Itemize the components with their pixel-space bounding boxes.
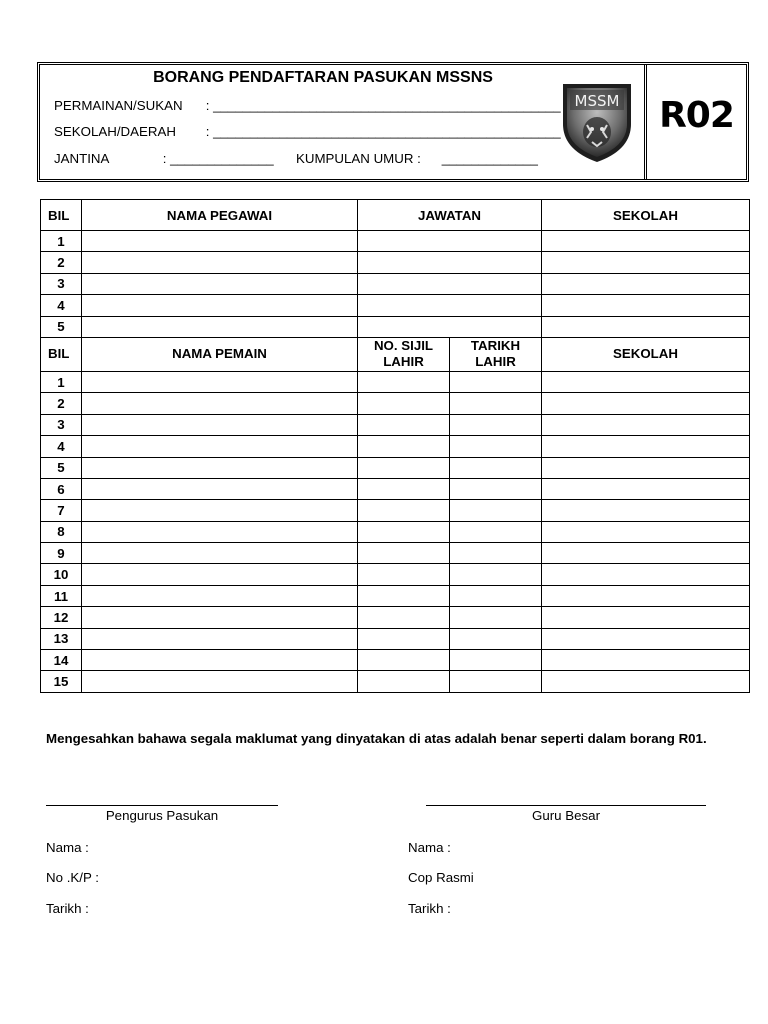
cell-jawatan[interactable] <box>358 295 542 316</box>
cell-nama-pemain[interactable] <box>82 543 358 564</box>
cell-tarikh-lahir[interactable] <box>450 371 542 392</box>
cell-nama-pegawai[interactable] <box>82 252 358 273</box>
cell-sekolah[interactable] <box>542 564 750 585</box>
players-row <box>41 650 750 671</box>
officials-row <box>41 295 750 316</box>
cop-rasmi: Cop Rasmi <box>408 870 474 885</box>
players-row <box>41 628 750 649</box>
registration-table <box>40 199 750 693</box>
cell-nama-pemain[interactable] <box>82 607 358 628</box>
cell-nama-pemain[interactable] <box>82 436 358 457</box>
row-number: 7 <box>41 500 82 521</box>
cell-nama-pemain[interactable] <box>82 414 358 435</box>
row-number: 13 <box>41 628 82 649</box>
officials-row <box>41 316 750 337</box>
cell-sekolah[interactable] <box>542 478 750 499</box>
cell-no-sijil-lahir[interactable] <box>358 585 450 606</box>
field-permainan-sukan[interactable] <box>54 98 561 113</box>
players-row <box>41 607 750 628</box>
row-number: 1 <box>41 371 82 392</box>
pengurus-nama: Nama : <box>46 840 89 855</box>
officials-row <box>41 231 750 252</box>
cell-tarikh-lahir[interactable] <box>450 671 542 692</box>
col-no-sijil-lahir <box>358 337 450 371</box>
cell-sekolah[interactable] <box>542 671 750 692</box>
field-sekolah-daerah[interactable] <box>54 124 561 139</box>
guru-besar-nama: Nama : <box>408 840 451 855</box>
cell-tarikh-lahir[interactable] <box>450 414 542 435</box>
declaration-text: Mengesahkan bahawa segala maklumat yang dinyatakan di atas adalah benar seperti dalam borang R01. <box>46 731 707 746</box>
form-title: BORANG PENDAFTARAN PASUKAN MSSNS <box>153 69 493 86</box>
cell-nama-pemain[interactable] <box>82 393 358 414</box>
cell-no-sijil-lahir[interactable] <box>358 607 450 628</box>
cell-sekolah[interactable] <box>542 231 750 252</box>
field-kumpulan-umur[interactable] <box>296 151 538 166</box>
logo-text: MSSM <box>574 92 620 110</box>
col-sekolah: SEKOLAH <box>542 200 750 231</box>
cell-sekolah[interactable] <box>542 295 750 316</box>
cell-nama-pemain[interactable] <box>82 564 358 585</box>
cell-tarikh-lahir[interactable] <box>450 628 542 649</box>
cell-sekolah[interactable] <box>542 316 750 337</box>
cell-sekolah[interactable] <box>542 371 750 392</box>
cell-nama-pemain[interactable] <box>82 478 358 499</box>
field-label: KUMPULAN UMUR : <box>296 151 421 166</box>
field-label: PERMAINAN/SUKAN <box>54 98 183 113</box>
cell-nama-pegawai[interactable] <box>82 316 358 337</box>
cell-nama-pemain[interactable] <box>82 500 358 521</box>
header-line: NO. SIJIL <box>373 338 434 354</box>
cell-nama-pemain[interactable] <box>82 671 358 692</box>
signature-caption: Pengurus Pasukan <box>105 808 219 823</box>
pengurus-no-kp: No .K/P : <box>46 870 99 885</box>
cell-nama-pegawai[interactable] <box>82 231 358 252</box>
cell-no-sijil-lahir[interactable] <box>358 393 450 414</box>
cell-tarikh-lahir[interactable] <box>450 650 542 671</box>
players-row <box>41 671 750 692</box>
mssm-shield-logo <box>560 80 634 164</box>
players-header-row <box>41 337 750 371</box>
players-row <box>41 521 750 542</box>
cell-jawatan[interactable] <box>358 252 542 273</box>
row-number: 14 <box>41 650 82 671</box>
cell-sekolah[interactable] <box>542 393 750 414</box>
cell-no-sijil-lahir[interactable] <box>358 414 450 435</box>
field-blank: _____________ <box>441 151 538 166</box>
signature-line-pengurus[interactable] <box>46 805 278 806</box>
row-number: 8 <box>41 521 82 542</box>
field-blank: : _______________________________________________ <box>205 124 561 139</box>
cell-no-sijil-lahir[interactable] <box>358 650 450 671</box>
cell-jawatan[interactable] <box>358 231 542 252</box>
cell-jawatan[interactable] <box>358 316 542 337</box>
players-section <box>41 337 750 692</box>
col-nama-pemain: NAMA PEMAIN <box>82 337 358 371</box>
cell-nama-pemain[interactable] <box>82 650 358 671</box>
row-number: 4 <box>41 295 82 316</box>
cell-sekolah[interactable] <box>542 457 750 478</box>
cell-no-sijil-lahir[interactable] <box>358 371 450 392</box>
col-sekolah: SEKOLAH <box>542 337 750 371</box>
cell-tarikh-lahir[interactable] <box>450 500 542 521</box>
officials-header-row <box>41 200 750 231</box>
cell-no-sijil-lahir[interactable] <box>358 436 450 457</box>
cell-nama-pemain[interactable] <box>82 371 358 392</box>
row-number: 2 <box>41 252 82 273</box>
row-number: 12 <box>41 607 82 628</box>
cell-sekolah[interactable] <box>542 650 750 671</box>
cell-tarikh-lahir[interactable] <box>450 393 542 414</box>
cell-jawatan[interactable] <box>358 273 542 294</box>
field-jantina[interactable] <box>54 151 274 166</box>
header-line: LAHIR <box>383 354 424 370</box>
cell-sekolah[interactable] <box>542 521 750 542</box>
players-row <box>41 478 750 499</box>
cell-sekolah[interactable] <box>542 500 750 521</box>
signature-caption: Guru Besar <box>532 808 600 823</box>
cell-sekolah[interactable] <box>542 414 750 435</box>
row-number: 9 <box>41 543 82 564</box>
form-header <box>37 62 749 182</box>
col-bil: BIL <box>41 200 82 231</box>
players-row <box>41 543 750 564</box>
row-number: 15 <box>41 671 82 692</box>
field-label: JANTINA <box>54 151 110 166</box>
players-row <box>41 500 750 521</box>
col-nama-pegawai: NAMA PEGAWAI <box>82 200 358 231</box>
row-number: 1 <box>41 231 82 252</box>
row-number: 6 <box>41 478 82 499</box>
cell-sekolah[interactable] <box>542 543 750 564</box>
row-number: 10 <box>41 564 82 585</box>
row-number: 5 <box>41 316 82 337</box>
players-row <box>41 371 750 392</box>
cell-no-sijil-lahir[interactable] <box>358 478 450 499</box>
cell-nama-pemain[interactable] <box>82 585 358 606</box>
cell-nama-pegawai[interactable] <box>82 273 358 294</box>
field-label: SEKOLAH/DAERAH <box>54 124 176 139</box>
row-number: 2 <box>41 393 82 414</box>
cell-tarikh-lahir[interactable] <box>450 521 542 542</box>
cell-tarikh-lahir[interactable] <box>450 543 542 564</box>
cell-tarikh-lahir[interactable] <box>450 585 542 606</box>
col-bil: BIL <box>41 337 82 371</box>
header-line: LAHIR <box>475 354 516 370</box>
cell-tarikh-lahir[interactable] <box>450 478 542 499</box>
cell-sekolah[interactable] <box>542 585 750 606</box>
row-number: 3 <box>41 273 82 294</box>
col-tarikh-lahir <box>450 337 542 371</box>
cell-nama-pemain[interactable] <box>82 628 358 649</box>
row-number: 3 <box>41 414 82 435</box>
cell-no-sijil-lahir[interactable] <box>358 564 450 585</box>
players-row <box>41 414 750 435</box>
guru-besar-tarikh: Tarikh : <box>408 901 451 916</box>
cell-nama-pemain[interactable] <box>82 521 358 542</box>
cell-tarikh-lahir[interactable] <box>450 607 542 628</box>
cell-no-sijil-lahir[interactable] <box>358 500 450 521</box>
cell-sekolah[interactable] <box>542 628 750 649</box>
row-number: 4 <box>41 436 82 457</box>
row-number: 5 <box>41 457 82 478</box>
cell-no-sijil-lahir[interactable] <box>358 628 450 649</box>
cell-no-sijil-lahir[interactable] <box>358 671 450 692</box>
header-line: TARIKH <box>470 338 521 354</box>
field-blank: : ______________ <box>162 151 274 166</box>
players-row <box>41 436 750 457</box>
cell-nama-pemain[interactable] <box>82 457 358 478</box>
signature-line-guru-besar[interactable] <box>426 805 706 806</box>
officials-section <box>41 200 750 338</box>
cell-no-sijil-lahir[interactable] <box>358 543 450 564</box>
row-number: 11 <box>41 585 82 606</box>
field-blank: : _______________________________________________ <box>205 98 561 113</box>
cell-tarikh-lahir[interactable] <box>450 457 542 478</box>
players-row <box>41 564 750 585</box>
cell-nama-pegawai[interactable] <box>82 295 358 316</box>
pengurus-tarikh: Tarikh : <box>46 901 89 916</box>
form-code: R02 <box>659 95 734 136</box>
players-row <box>41 457 750 478</box>
cell-no-sijil-lahir[interactable] <box>358 521 450 542</box>
officials-row <box>41 252 750 273</box>
cell-sekolah[interactable] <box>542 607 750 628</box>
players-row <box>41 393 750 414</box>
cell-no-sijil-lahir[interactable] <box>358 457 450 478</box>
cell-sekolah[interactable] <box>542 436 750 457</box>
cell-sekolah[interactable] <box>542 252 750 273</box>
col-jawatan: JAWATAN <box>358 200 542 231</box>
cell-tarikh-lahir[interactable] <box>450 564 542 585</box>
players-row <box>41 585 750 606</box>
officials-row <box>41 273 750 294</box>
cell-tarikh-lahir[interactable] <box>450 436 542 457</box>
cell-sekolah[interactable] <box>542 273 750 294</box>
